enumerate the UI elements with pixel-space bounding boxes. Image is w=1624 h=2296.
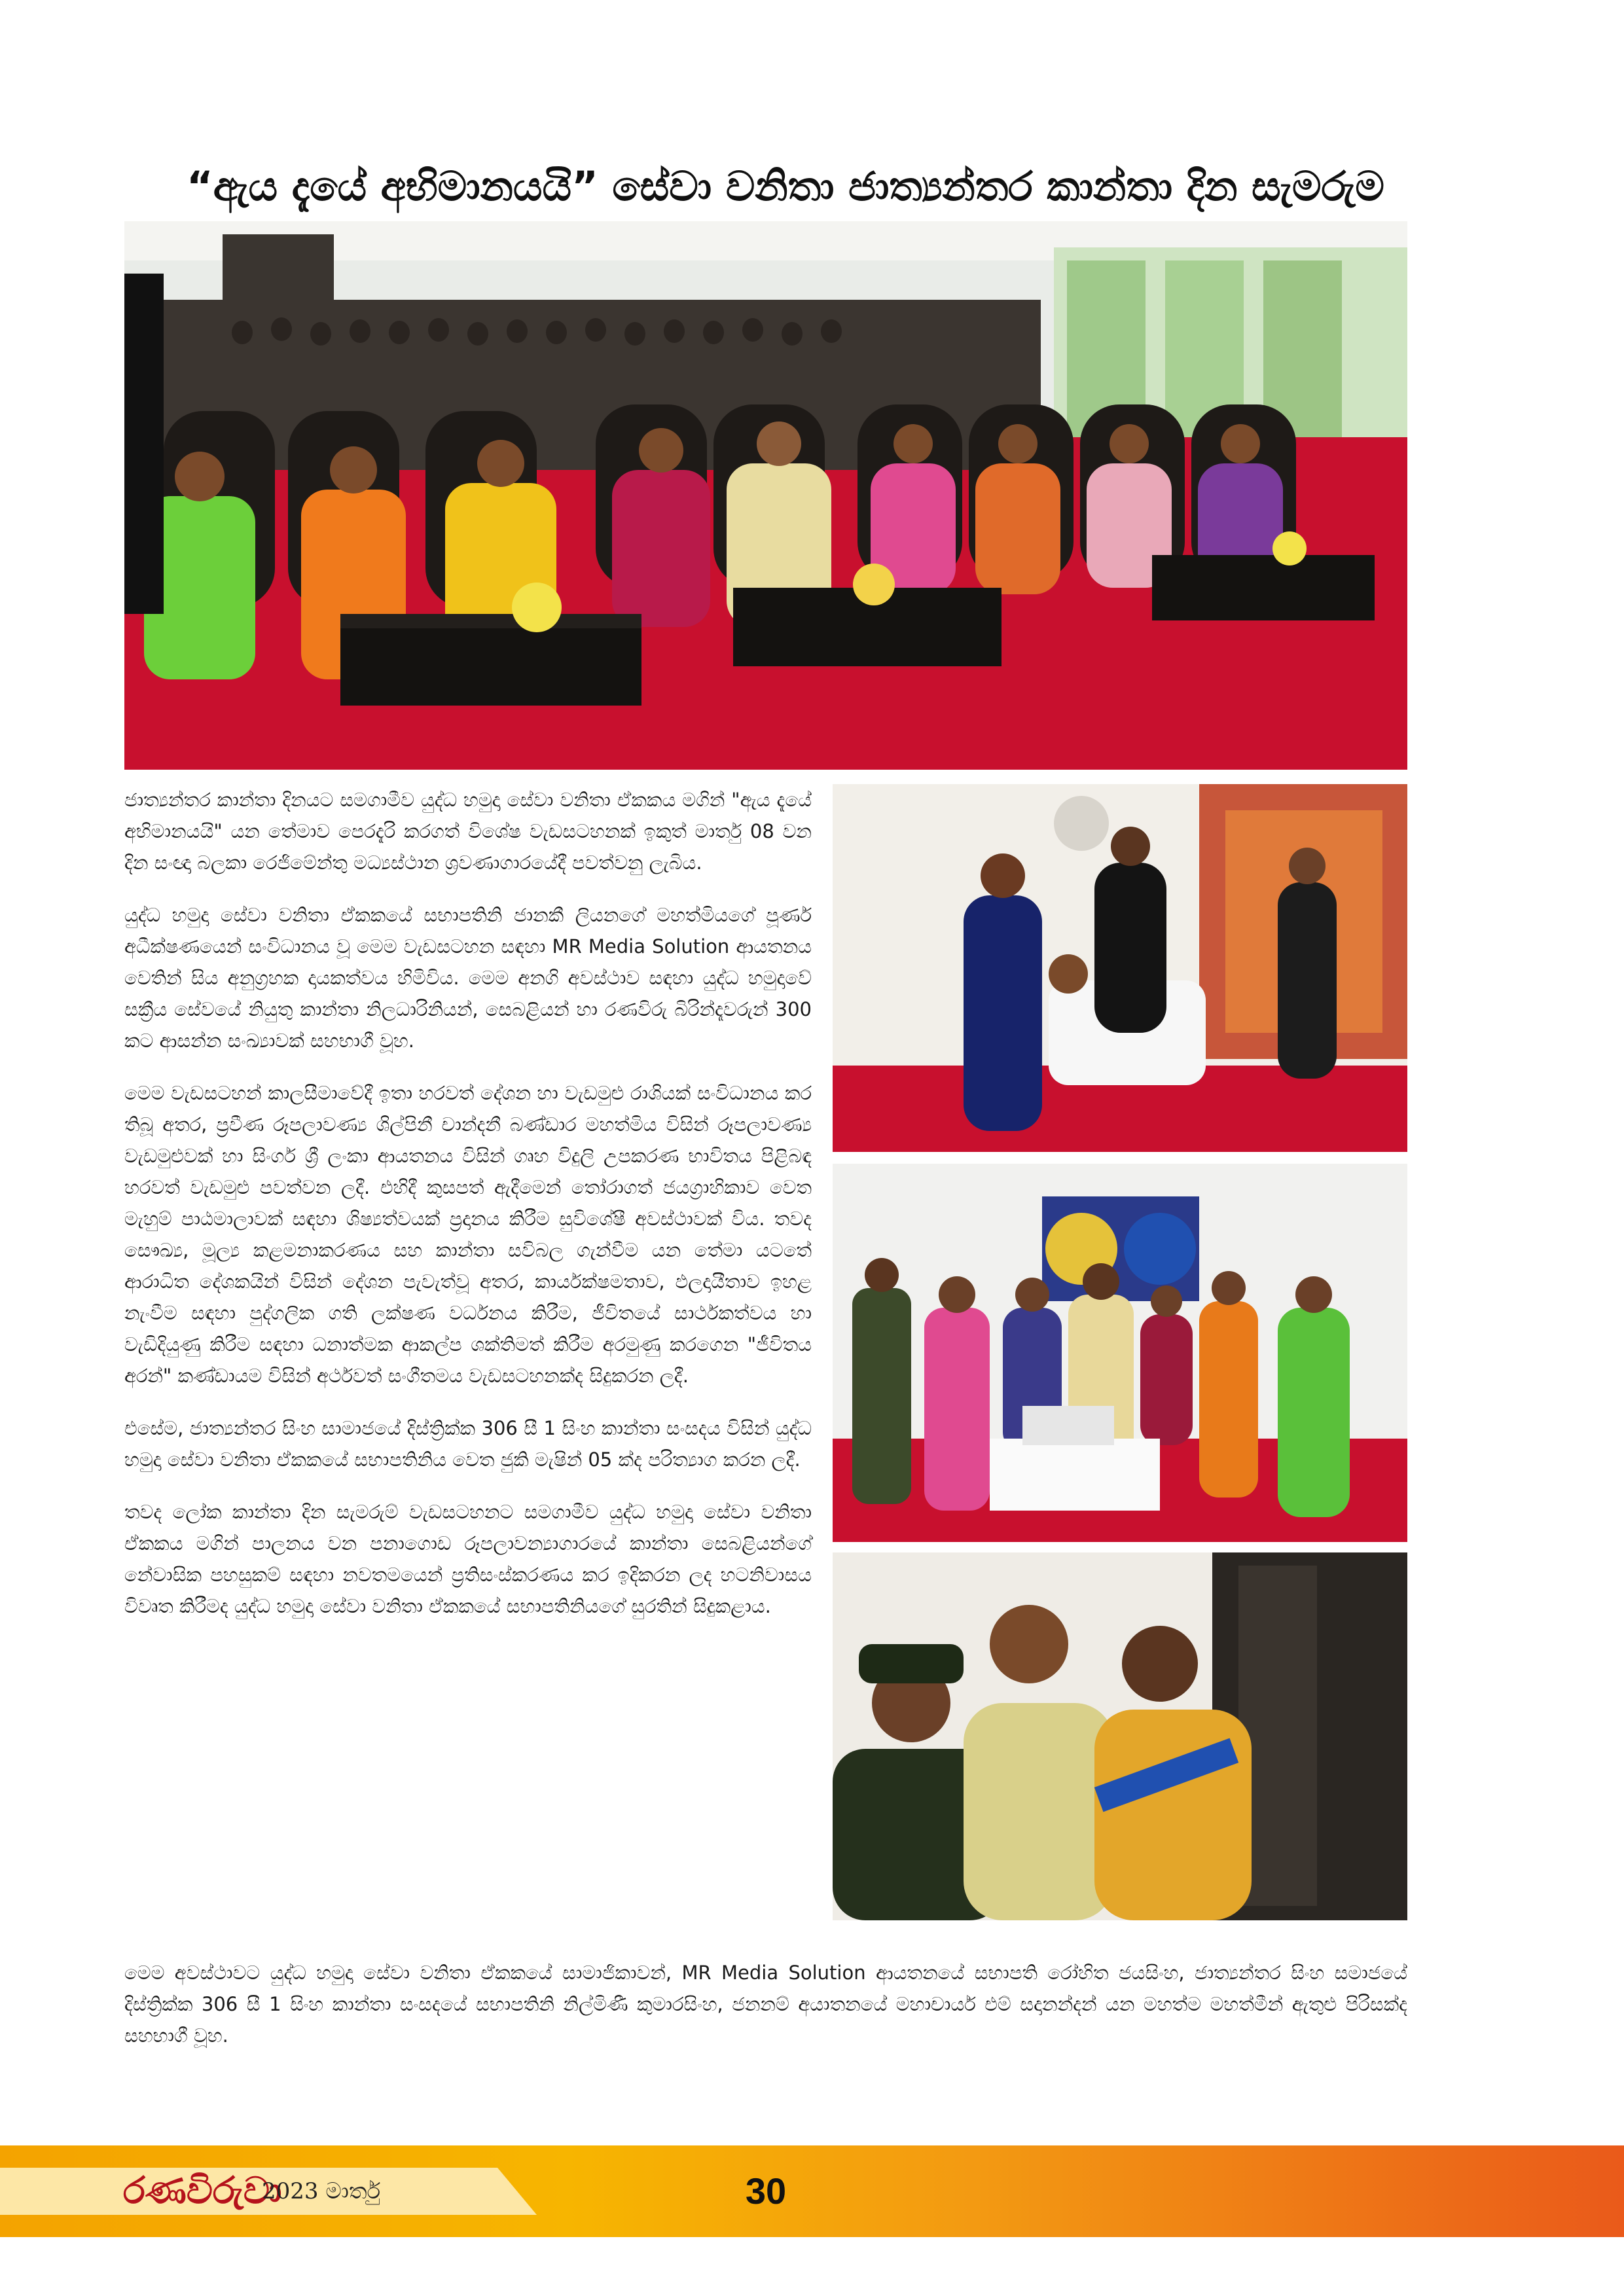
article-paragraph-1: ජාත්‍යන්තර කාන්තා දිනයට සමගාමීව යුද්ධ හමුදා සේවා වනිතා ඒකකය මගින් "ඇය දැයේ අභිමානයයි" යන තේමාව පෙරදැරි කරගත් විශේෂ වැඩසටහනක් ඉකුත් මාර්තු 08 වන දින සංඥා බලකා රෙජිමේන්තු මධ්‍යස්ථාන ශ්‍රවණාගාරයේදී පවත්වනු ලැබිය. [124,789,812,874]
photo-audience [124,221,1407,770]
article-paragraph-5: තවද ලෝක කාන්තා දින සැමරුම් වැඩසටහනට සමගාමීව යුද්ධ හමුදා සේවා වනිතා ඒකකය මගින් පාලනය වන පනාගොඩ රූපලාවන්‍යාගාරයේ කාන්තා සෙබළියන්ගේ නේවාසික පහසුකම් සඳහා නවතමයෙන් ප්‍රතිසංස්කරණය කර ඉදිකරන ලද හටනිවාසය විවෘත කිරීමද යුද්ධ හමුදා සේවා වනිතා ඒකකයේ සභාපතිනියගේ සුරතින් සිදුකළාය. [124,1501,812,1617]
photo-beauty-workshop [833,784,1407,1152]
article-title: “ඇය දැයේ අභිමානයයි” සේවා වනිතා ජාත්‍යන්තර කාන්තා දින සැමරුම [186,162,1385,210]
article-body-left-column [124,784,812,1643]
article-paragraph-2: යුද්ධ හමුදා සේවා වනිතා ඒකකයේ සභාපතිනි ජානකී ලියනගේ මහත්මියගේ පූර්ණ අධීක්ෂණයෙන් සංවිධානය වූ මෙම වැඩසටහන සඳහා MR Media Solution ආයතනය වෙතින් සිය අනුග්‍රහක දායකත්වය හිමිවිය. මෙම අනගි අවස්ථාව සඳහා යුද්ධ හමුදාවේ සක්‍රීය සේවයේ නියුතු කාන්තා නිලධාරිනියන්, සෙබළියන් හා රණවිරු බිරින්දෑවරුන් 300 කට ආසන්න සංඛ්‍යාවක් සහභාගී වූහ. [124,904,812,1052]
page-number: 30 [745,2170,787,2212]
article-body-full-width [124,1957,1407,2072]
article-paragraph-4: එසේම, ජාත්‍යන්තර සිංහ සාමාජයේ දිස්ත්‍රික්ක 306 සී 1 සිංහ කාන්තා සංසදය විසින් යුද්ධ හමුදා සේවා වනිතා ඒකකයේ සභාපතිනිය වෙත ජුකි මැෂින් 05 ක්ද පරිත්‍යාග කරන ලදී. [124,1417,812,1471]
photo-ribbon-cutting [833,1552,1407,1920]
photo-group-sewing-machine [833,1164,1407,1542]
issue-date: 2023 මාර්තු [262,2178,381,2204]
article-paragraph-3: මෙම වැඩසටහන් කාලසීමාවේදී ඉතා හරවත් දේශන හා වැඩමුළු රාශියක් සංවිධානය කර තිබූ අතර, ප්‍රවීණ රූපලාවණ්‍ය ශිල්පිනී චාන්දනී බණ්ඩාර මහත්මිය විසින් රූපලාවණ්‍ය වැඩමුළුවක් හා සිංගර් ශ්‍රී ලංකා ආයතනය විසින් ගෘහ විදුලි උපකරණ භාවිතය පිළිබඳ හරවත් වැඩමුළු පවත්වන ලදී. එහිදී කුසපත් ඇදීමෙන් තෝරාගත් ජයග්‍රාහිකාව වෙත මැහුම් පාඨමාලාවක් සඳහා ශිෂ්‍යත්වයක් ප්‍රදානය කිරීම සුවිශේෂී අවස්ථාවක් විය. තවද සෞඛ්‍ය, මූල්‍ය කළමනාකරණය සහ කාන්තා සවිබල ගැන්වීම යන තේමා යටතේ ආරාධිත දේශකයින් විසින් දේශන පැවැත්වූ අතර, කාර්යක්ෂමතාව, ඵලදායීතාව ඉහළ නැංවීම සඳහා පුද්ගලික ගති ලක්ෂණ වර්ධනය කිරීම, ජීවිතයේ සාර්ථකත්වය හා වැඩිදියුණු කිරීම සඳහා ධනාත්මක ආකල්ප ශක්තිමත් කිරීම අරමුණු කරගෙන "ජීවිතය අරන්" කණ්ඩායම විසින් අර්ථවත් සංගීතමය වැඩසටහනක්ද සිදුකරන ලදී. [124,1082,812,1387]
magazine-logo: රණවිරුවා [123,2170,282,2212]
page-footer [0,2145,1624,2237]
article-paragraph-6: මෙම අවස්ථාවට යුද්ධ හමුදා සේවා වනිතා ඒකකයේ සාමාජිකාවන්, MR Media Solution ආයතනයේ සභාපති රෝහිත ජයසිංහ, ජාත්‍යන්තර සිංහ සමාජයේ දිස්ත්‍රික්ක 306 සී 1 සිංහ කාන්තා සංසදයේ සභාපතිනි නිල්මිණී කුමාරසිංහ, ජනනම් අයාතනයේ මහාචාර්ය එම් සදානන්දන් යන මහත්ම මහත්මීන් ඇතුළු පිරිසක්ද සහභාගී වූහ. [124,1962,1407,2047]
